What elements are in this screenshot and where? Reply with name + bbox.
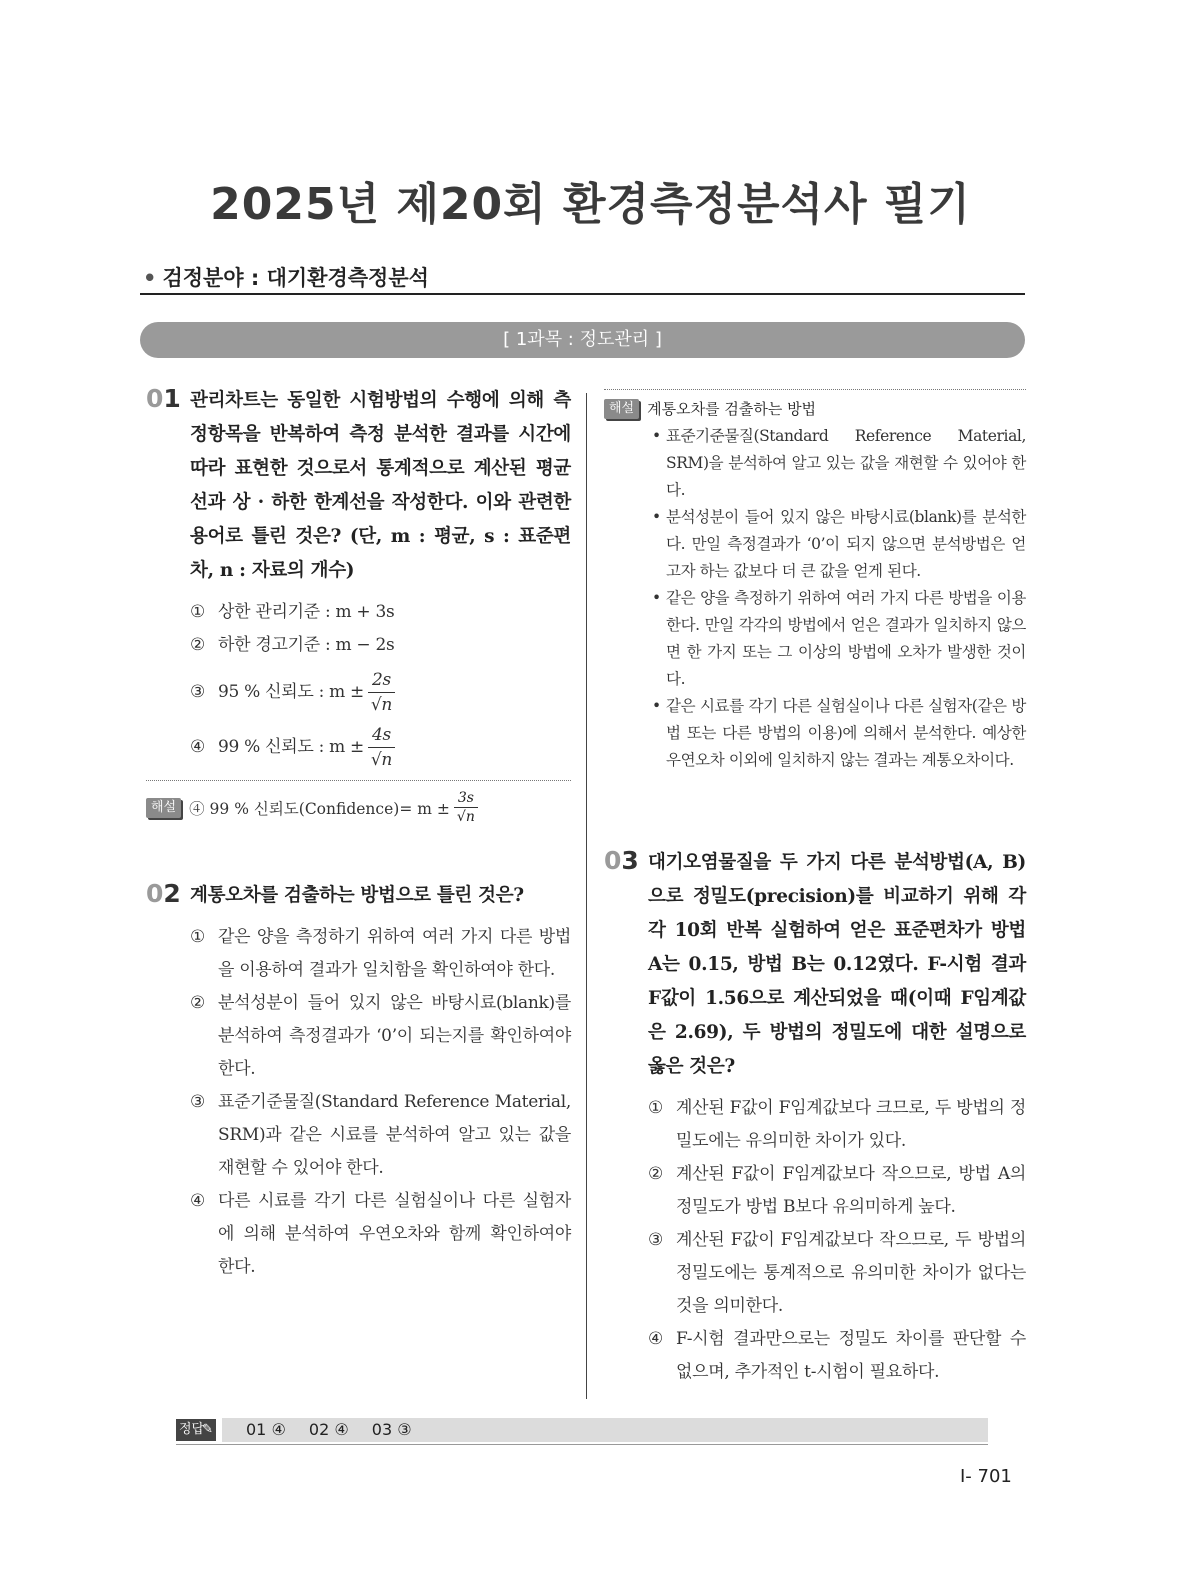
option: ② 분석성분이 들어 있지 않은 바탕시료(blank)를 분석하여 측정결과가 ‘0’이 되는지를 확인하여야 한다. (190, 993, 571, 1079)
options (648, 1092, 1026, 1389)
explanation-badge: 해설 (604, 399, 639, 419)
option: ③ 표준기준물질(Standard Reference Material, SRM)과 같은 시료를 분석하여 알고 있는 값을 재현할 수 있어야 한다. (190, 1092, 571, 1178)
list-item: • 같은 양을 측정하기 위하여 여러 가지 다른 방법을 이용한다. 만일 각각의 방법에서 얻은 결과가 일치하지 않으면 한 가지 또는 그 이상의 방법에 오차가 발생한 것이다. (652, 589, 1026, 688)
options (190, 596, 571, 772)
option: ④ F-시험 결과만으로는 정밀도 차이를 판단할 수 없으며, 추가적인 t-시험이 필요하다. (648, 1329, 1026, 1382)
column-divider (586, 393, 587, 1399)
answer-item: 03 ③ (371, 1420, 412, 1439)
option: ④ 99 % 신뢰도 : m ± $\frac{4s}{√n}$ (190, 723, 571, 772)
question-number: 03 (604, 846, 639, 875)
exam-field-label: 검정분야 : 대기환경측정분석 (162, 266, 429, 290)
question-3 (604, 846, 1026, 1389)
page-title: 2025년 제20회 환경측정분석사 필기 (210, 179, 971, 230)
explanation-badge: 해설 (146, 798, 181, 818)
option: ① 상한 관리기준 : m + 3s (190, 602, 395, 622)
page-number: Ⅰ- 701 (960, 1466, 1012, 1487)
subject-banner: [ 1과목 : 정도관리 ] (140, 322, 1025, 358)
explanation-list (652, 423, 1026, 774)
divider (140, 293, 1025, 295)
option: ④ 다른 시료를 각기 다른 실험실이나 다른 실험자에 의해 분석하여 우연오차와 함께 확인하여야 한다. (190, 1191, 571, 1277)
question-2 (146, 879, 571, 1284)
option: ① 계산된 F값이 F임계값보다 크므로, 두 방법의 정밀도에는 유의미한 차이가 있다. (648, 1098, 1026, 1151)
option: ① 같은 양을 측정하기 위하여 여러 가지 다른 방법을 이용하여 결과가 일치함을 확인하여야 한다. (190, 927, 571, 980)
fraction: $\frac{3s}{√n}$ (454, 789, 478, 826)
option: ③ 계산된 F값이 F임계값보다 작으므로, 두 방법의 정밀도에는 통계적으로 유의미한 차이가 없다는 것을 의미한다. (648, 1230, 1026, 1316)
explanation-title: 계통오차를 검출하는 방법 (647, 400, 817, 418)
divider (146, 780, 571, 781)
fraction: $\frac{4s}{√n}$ (368, 723, 395, 772)
question-1 (146, 384, 571, 826)
option: ③ 95 % 신뢰도 : m ± $\frac{2s}{√n}$ (190, 668, 571, 717)
question-text: 대기오염물질을 두 가지 다른 분석방법(A, B)으로 정밀도(precision)를 비교하기 위해 각각 10회 반복 실험하여 얻은 표준편차가 방법 A는 0.15, 방법 B는 0.12였다. F-시험 결과 F값이 1.56으로 계산되었을 때(이때 F임계값은 2.69), 두 방법의 정밀도에 대한 설명으로 옳은 것은? (648, 852, 1026, 1077)
option: ② 계산된 F값이 F임계값보다 작으므로, 방법 A의 정밀도가 방법 B보다 유의미하게 높다. (648, 1164, 1026, 1217)
answer-list (246, 1420, 430, 1439)
question-number: 01 (146, 384, 181, 413)
question-number: 02 (146, 879, 181, 908)
option: ② 하한 경고기준 : m − 2s (190, 635, 395, 655)
explanation (604, 389, 1026, 774)
divider (176, 1444, 988, 1445)
list-item: • 같은 시료를 각기 다른 실험실이나 다른 실험자(같은 방법 또는 다른 방법의 이용)에 의해서 분석한다. 예상한 우연오차 이외에 일치하지 않는 결과는 계통오차이다. (652, 697, 1026, 769)
explanation: 해설 ④ 99 % 신뢰도(Confidence)= m ± $\frac{3s}{√n}$ (146, 789, 571, 826)
divider (604, 389, 1026, 390)
exam-field (143, 262, 429, 292)
question-text: 계통오차를 검출하는 방법으로 틀린 것은? (190, 885, 524, 906)
options (190, 921, 571, 1284)
answer-item: 02 ④ (308, 1420, 349, 1439)
pen-icon: ✎ (202, 1422, 213, 1437)
list-item: • 분석성분이 들어 있지 않은 바탕시료(blank)를 분석한다. 만일 측정결과가 ‘0’이 되지 않으면 분석방법은 얻고자 하는 값보다 더 큰 값을 얻게 된다. (652, 508, 1026, 580)
question-text: 관리차트는 동일한 시험방법의 수행에 의해 측정항목을 반복하여 측정 분석한 결과를 시간에 따라 표현한 것으로서 통계적으로 계산된 평균선과 상 · 하한 한계선을 작성한다. 이와 관련한 용어로 틀린 것은? (단, m : 평균, s : 표준편차, n : 자료의 개수) (190, 390, 571, 581)
bullet: • (143, 266, 157, 290)
list-item: • 표준기준물질(Standard Reference Material, SRM)을 분석하여 알고 있는 값을 재현할 수 있어야 한다. (652, 427, 1026, 499)
answer-label: 정답 ✎ (176, 1419, 216, 1441)
fraction: $\frac{2s}{√n}$ (368, 668, 395, 717)
answer-item: 01 ④ (246, 1420, 286, 1439)
